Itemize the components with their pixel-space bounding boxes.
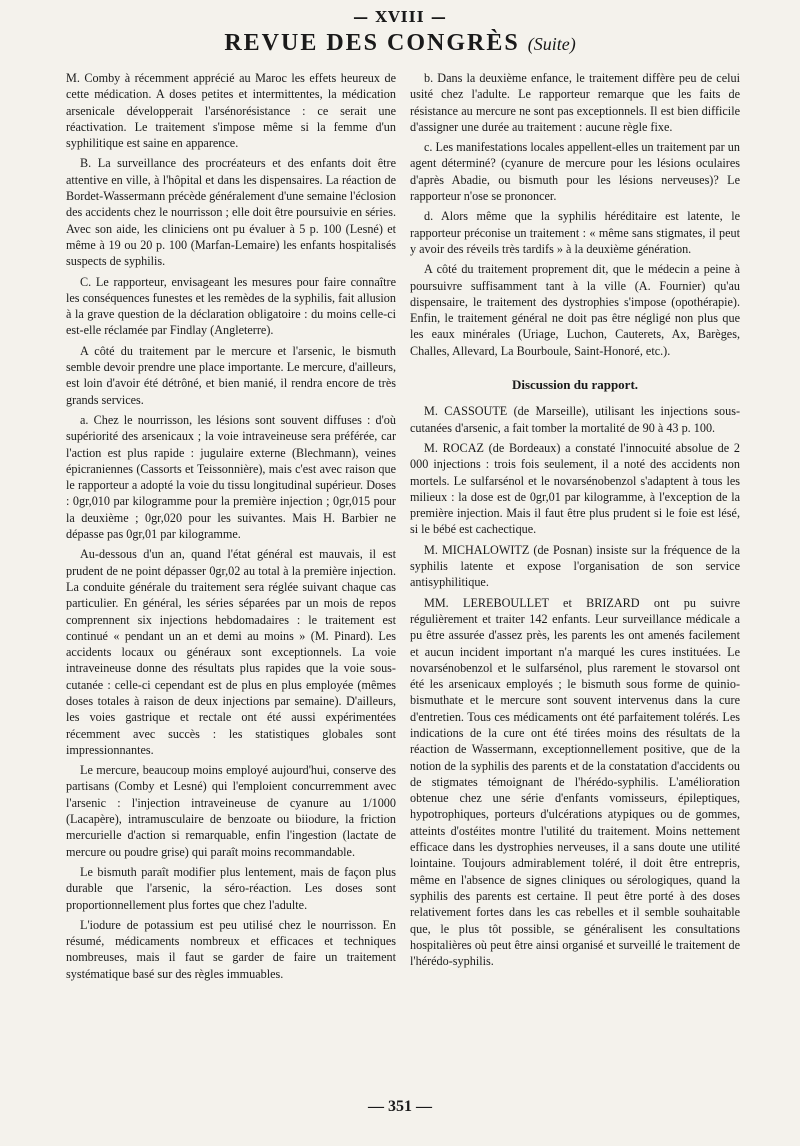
paragraph: MM. LEREBOULLET et BRIZARD ont pu suivre régulièrement et traiter 142 enfants. Leur surveillance médicale a pu être assurée d'assez près, les parents les ont amenés facilement et aucun incident important n'a marqué les cures instituées. Le novarsénobenzol et le sulfarsénol, plus rarement le stovarsol ont été les arsenicaux employés ; le bismuth sous forme de quinio-bismuthate et le mercure sont souvent intervenus dans la cure d'entretien. Tous ces médicaments ont été parfaitement tolérés. Les indications de la cure ont été tirées moins des résultats de la réaction de Wassermann, exceptionnellement positive, que de la notion de la syphilis des parents et de la constatation d'accidents ou de stigmates témoignant de l'hérédo-syphilis. L'amélioration obtenue chez une série d'enfants vomisseurs, épileptiques, hypotrophiques, porteurs d'ulcérations atypiques ou de gommes, atteints d'ostéites montre l'utilité du traitement. Moins nettement efficace dans les dystrophies nerveuses, il a sans doute une utilité lointaine. Toujours admirablement toléré, il doit être entrepris, même en l'absence de signes cliniques ou sérologiques, quand la syphilis des parents est certaine. Il peut être porté à des doses relativement fortes dans les cas rebelles et il semble souhaitable que, le plus tôt possible, se généralisent les consultations hospitalières où peut être ainsi organisé et surveillé le traitement de l'hérédo-syphilis. [410, 595, 740, 969]
paragraph: A côté du traitement par le mercure et l'arsenic, le bismuth semble devoir prendre une place importante. Le mercure, d'ailleurs, est loin d'avoir été détrôné, et bien manié, il rendra encore de très grands services. [66, 343, 396, 407]
paragraph: M. CASSOUTE (de Marseille), utilisant les injections sous-cutanées d'arsenic, a fait tomber la mortalité de 90 à 43 p. 100. [410, 404, 740, 435]
section-heading: Discussion du rapport. [511, 377, 639, 393]
paragraph: c. Les manifestations locales appellent-elles un traitement par un agent déterminé? (cyanure de mercure pour les lésions oculaires d'après Abadie, ou bismuth pour les lésions nerveuses)? Le rapporteur n'ose se prononcer. [410, 140, 740, 204]
suite-label: (Suite) [527, 34, 576, 54]
paragraph: B. La surveillance des procréateurs et des enfants doit être attentive en ville, à l'hôpital et dans les dispensaires. La réaction de Bordet-Wassermann précède généralement d'une semaine l'éclosion des accidents chez le nourrisson ; elle doit être poursuivie en séries. Avec son aide, les cliniciens ont pu évaluer à 5 p. 100 (Lesné) et même à 19 ou 20 p. 100 (Marfan-Lemaire) les enfants hospitalisés suspects de syphilis. [66, 156, 396, 269]
paragraph: b. Dans la deuxième enfance, le traitement diffère peu de celui usité chez l'adulte. Le rapporteur remarque que les faits de résistance au mercure ne sont pas exceptionnels. Il est bien difficile d'assigner une durée au traitement : aucune règle fixe. [410, 71, 740, 134]
paragraph: M. MICHALOWITZ (de Posnan) insiste sur la fréquence de la syphilis latente et expose l'organisation de son service antisyphilitique. [410, 542, 740, 590]
paragraph: C. Le rapporteur, envisageant les mesures pour faire connaître les conséquences funestes et les remèdes de la syphilis, fait allusion à la grave question de la déclaration obligatoire : du moins celle-ci est-elle réclamée par Findlay (Angleterre). [66, 274, 396, 338]
paragraph: L'iodure de potassium est peu utilisé chez le nourrisson. En résumé, médicaments nombreux et efficaces et techniques nombreuses, mais il faut se garder de faire un traitement systématique basé sur des règles immuables. [66, 917, 396, 981]
paragraph: Le bismuth paraît modifier plus lentement, mais de façon plus durable que l'arsenic, la séro-réaction. Les doses sont proportionnellement plus fortes que chez l'adulte. [66, 864, 396, 912]
paragraph: M. ROCAZ (de Bordeaux) a constaté l'innocuité absolue de 2 000 injections : trois fois seulement, il a noté des accidents non mortels. Le sulfarsénol et le novarsénobenzol s'adaptent à tous les milieux : la dose est de 0gr,01 par kilogramme, à l'exception de la première injection. Mais il faut être plus prudent si le foie est lésé, si le bébé est cachectique. [410, 440, 740, 537]
right-column [410, 70, 740, 973]
paragraph: M. Comby à récemment apprécié au Maroc les effets heureux de cette médication. A doses petites et intermittentes, la médication arsenicale développerait l'arsénorésistance : ce serait une réactivation. Le traitement s'impose même si la femme d'un syphilitique est saine en apparence. [66, 71, 396, 151]
left-column [66, 70, 396, 986]
journal-title: REVUE DES CONGRÈS [224, 30, 520, 56]
paragraph: Au-dessous d'un an, quand l'état général est mauvais, il est prudent de ne point dépasser 0gr,02 au total à la première injection. La conduite générale du traitement sera réglée suivant chaque cas particulier. En général, les séries séparées par un mois de repos comprennent six injections hebdomadaires : le traitement est continué « pendant un an et demi au moins » (M. Pinard). Les accidents locaux ou généraux sont exceptionnels. La voie intraveineuse donne des résultats plus rapides que la voie sous-cutanée : celle-ci cependant est de plus en plus employée (mêmes doses totales à raison de deux injections par semaine). D'ailleurs, les voies gastrique et rectale ont été aussi expérimentées récemment avec succès : les statistiques globales sont impressionnantes. [66, 547, 396, 757]
page-number: — 351 — [368, 1098, 432, 1115]
paragraph: Le mercure, beaucoup moins employé aujourd'hui, conserve des partisans (Comby et Lesné) qui l'emploient concurremment avec l'arsenic : l'injection intraveineuse de cyanure au 1/1000 (Lacapère), intramusculaire de benzoate ou biiodure, la friction mercurielle d'action si remarquable, enfin l'ingestion (lactate de mercure ou poudre grise) qui paraît moins recommandable. [66, 763, 396, 859]
journal-header [0, 30, 800, 57]
paragraph: a. Chez le nourrisson, les lésions sont souvent diffuses : d'où supériorité des arsenicaux ; la voie intraveineuse sera préférée, car l'action est plus rapide : jugulaire externe (Blechmann), veines épicraniennes (Cassorts et Teissonnière), mais c'est avec raison que le rapporteur a adopté la voie du tissu longitudinal supérieur. Doses : 0gr,010 par kilogramme pour la première injection ; 0gr,015 pour la deuxième ; 0gr,020 pour les suivantes. Mais H. Barbier ne dépasse pas 0gr,01 par kilogramme. [66, 412, 396, 542]
paragraph: A côté du traitement proprement dit, que le médecin a peine à poursuivre suffisamment tant à la ville (A. Fournier) qu'au dispensaire, le traitement des dystrophies s'impose (opothérapie). Enfin, le traitement général ne doit pas être négligé non plus que les eaux minérales (Uriage, Luchon, Cauterets, Ax, Barèges, Challes, Allevard, La Bourboule, Saint-Honoré, etc.). [410, 262, 740, 358]
roman-page-number: — XVIII — [353, 8, 447, 26]
paragraph: d. Alors même que la syphilis héréditaire est latente, le rapporteur préconise un traitement : « même sans stigmates, il peut y avoir des réveils très tardifs » à la deuxième génération. [410, 209, 740, 256]
